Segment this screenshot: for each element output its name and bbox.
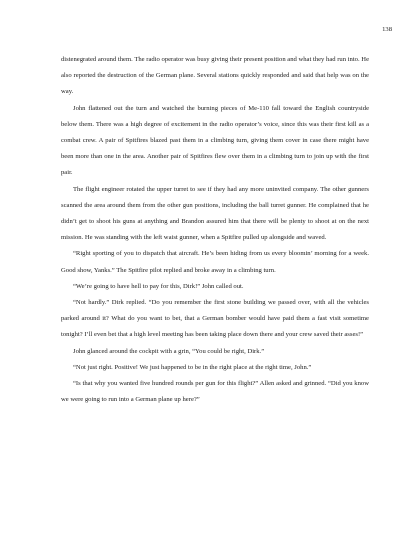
paragraph-7: John glanced around the cockpit with a grin, “You could be right, Dirk.” <box>73 347 265 355</box>
page-number: 138 <box>382 26 392 33</box>
paragraph-6: “Not hardly.” Dirk replied. “Do you remember the first stone building we passed over, with all the vehicles parked around it? What do you want to bet, that a German bomber would have paid them a fast visit sometime tonight? I’ll even bet that a high level meeting has been taking place down there and your crew saved their asses!” <box>61 299 369 339</box>
paragraph-4: “Right sporting of you to dispatch that aircraft. He’s been hiding from us every bloomin’ morning for a week. Good show, Yanks.” The Spitfire pilot replied and broke away in a climbing turn. <box>61 250 369 274</box>
body-text <box>61 52 369 408</box>
paragraph-9: “Is that why you wanted five hundred rounds per gun for this flight?” Allen asked and grinned. “Did you know we were going to run into a German plane up here?” <box>61 380 369 404</box>
paragraph-8: “Not just right. Positive! We just happened to be in the right place at the right time, John.” <box>73 363 312 371</box>
paragraph-1: distenegrated around them. The radio operator was busy giving their present position and what they had run into. He also reported the destruction of the German plane. Several stations quickly responded and said that help was on the way. <box>61 56 369 96</box>
paragraph-2: John flattened out the turn and watched the burning pieces of Me-110 fall toward the English countryside below them. There was a high degree of excitement in the radio operator’s voice, since this was their first kill as a combat crew. A pair of Spitfires blazed past them in a climbing turn, giving them cover in case there might have been more than one in the area. Another pair of Spitfires flew over them in a climbing turn to join up with the first pair. <box>61 104 369 177</box>
paragraph-3: The flight engineer rotated the upper turret to see if they had any more uninvited company. The other gunners scanned the area around them from the other gun positions, including the ball turret gunner. He complained that he didn’t get to shoot his guns at anything and Brandon assured him that there will be plenty to shoot at on the next mission. He was standing with the left waist gunner, when a Spitfire pulled up alongside and waved. <box>61 185 369 242</box>
paragraph-5: “We’re going to have hell to pay for this, Dirk!” John called out. <box>73 282 244 290</box>
